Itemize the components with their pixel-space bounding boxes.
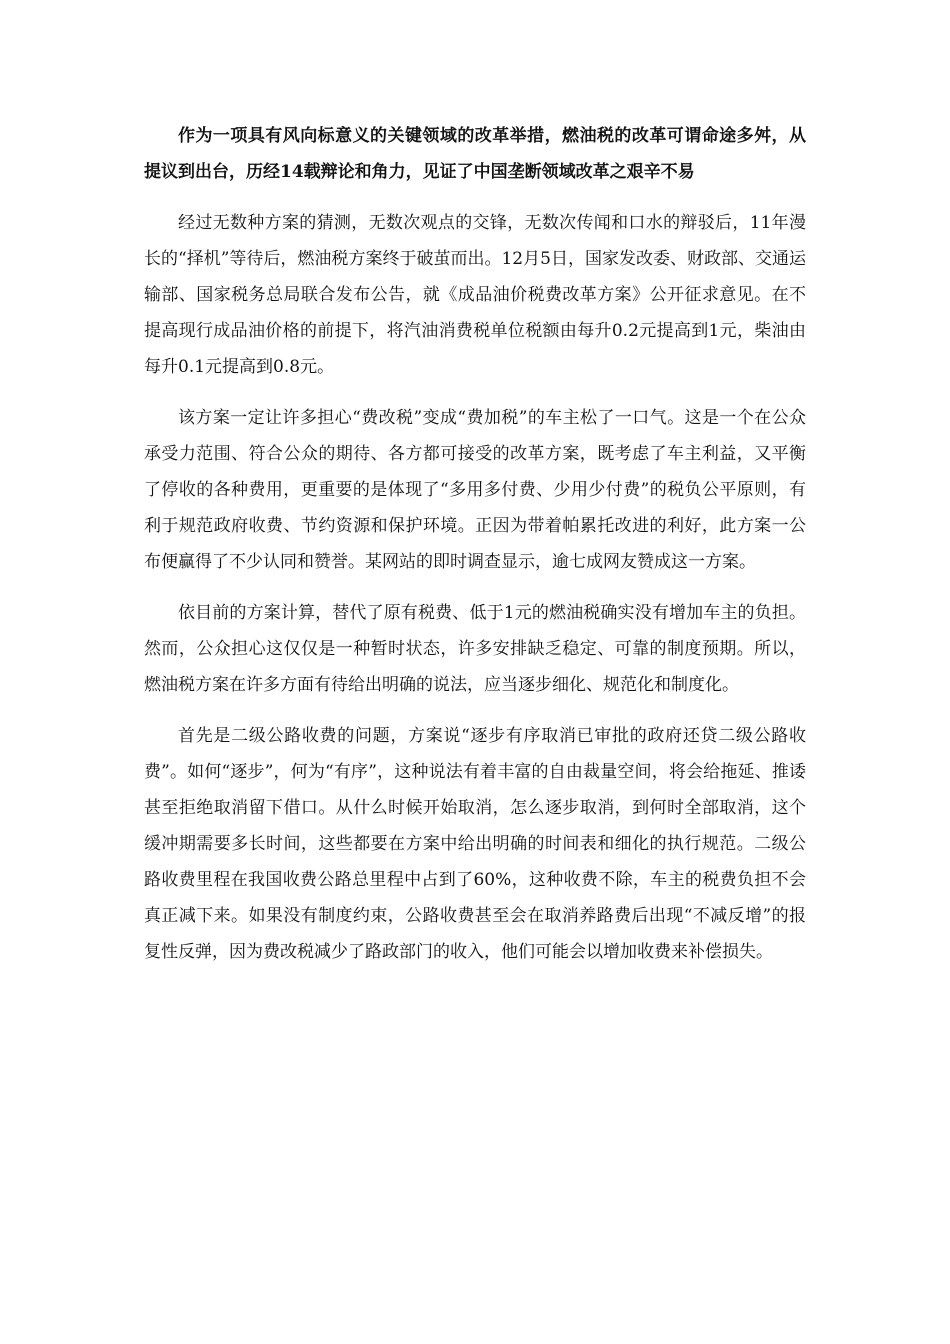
document-page [144, 118, 806, 985]
body-paragraph-2: 该方案一定让许多担心“费改税”变成“费加税”的车主松了一口气。这是一个在公众承受力范围、符合公众的期待、各方都可接受的改革方案，既考虑了车主利益，又平衡了停收的各种费用，更重要的是体现了“多用多付费、少用少付费”的税负公平原则，有利于规范政府收费、节约资源和保护环境。正因为带着帕累托改进的利好，此方案一公布便赢得了不少认同和赞誉。某网站的即时调查显示，逾七成网友赞成这一方案。 [144, 408, 806, 572]
body-paragraph-1: 经过无数种方案的猜测，无数次观点的交锋，无数次传闻和口水的辩驳后，11年漫长的“择机”等待后，燃油税方案终于破茧而出。12月5日，国家发改委、财政部、交通运输部、国家税务总局联合发布公告，就《成品油价税费改革方案》公开征求意见。在不提高现行成品油价格的前提下，将汽油消费税单位税额由每升0.2元提高到1元，柴油由每升0.1元提高到0.8元。 [144, 213, 806, 377]
body-paragraph-4: 首先是二级公路收费的问题，方案说“逐步有序取消已审批的政府还贷二级公路收费”。如何“逐步”，何为“有序”，这种说法有着丰富的自由裁量空间，将会给拖延、推诿甚至拒绝取消留下借口。从什么时候开始取消，怎么逐步取消，到何时全部取消，这个缓冲期需要多长时间，这些都要在方案中给出明确的时间表和细化的执行规范。二级公路收费里程在我国收费公路总里程中占到了60%，这种收费不除，车主的税费负担不会真正减下来。如果没有制度约束，公路收费甚至会在取消养路费后出现“不减反增”的报复性反弹，因为费改税减少了路政部门的收入，他们可能会以增加收费来补偿损失。 [144, 726, 806, 962]
body-paragraph-3: 依目前的方案计算，替代了原有税费、低于1元的燃油税确实没有增加车主的负担。然而，公众担心这仅仅是一种暂时状态，许多安排缺乏稳定、可靠的制度预期。所以，燃油税方案在许多方面有待给出明确的说法，应当逐步细化、规范化和制度化。 [144, 603, 806, 695]
lead-paragraph: 作为一项具有风向标意义的关键领域的改革举措，燃油税的改革可谓命途多舛，从提议到出台，历经14载辩论和角力，见证了中国垄断领域改革之艰辛不易 [144, 126, 806, 182]
